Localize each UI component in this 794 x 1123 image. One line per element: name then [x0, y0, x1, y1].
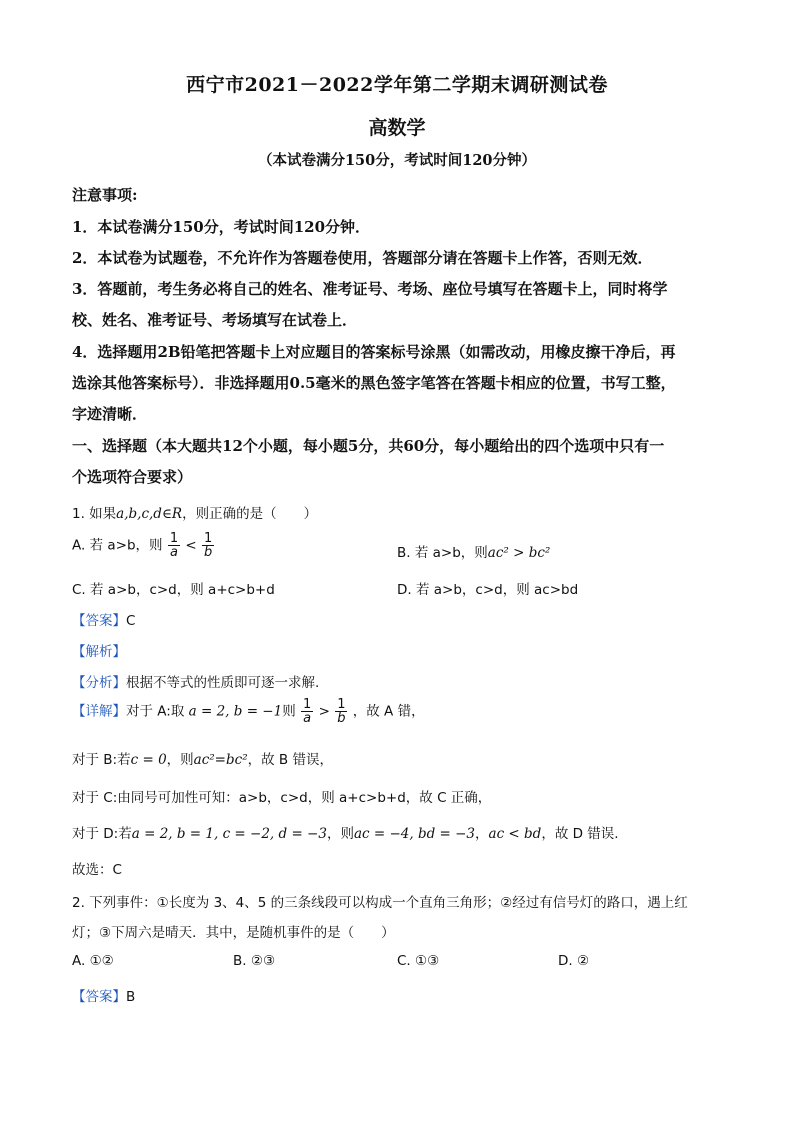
q1-option-c: C. 若 a>b，c>d，则 a+c>b+d: [72, 582, 275, 598]
q1-conclusion: 故选：C: [72, 862, 122, 878]
q1-stem: 1. 如果a,b,c,d∈R，则正确的是（ ）: [72, 506, 318, 522]
q2-option-d: D. ②: [558, 953, 590, 969]
q2-option-c: C. ①③: [397, 953, 440, 969]
q1-answer: 【答案】C: [72, 613, 136, 629]
fraction: $\frac{1}{b}$: [337, 697, 346, 726]
notice-1: 1．本试卷满分150分，考试时间120分钟．: [72, 218, 371, 236]
q1-detail-a: 【详解】对于 A:取 a = 2, b = −1则 $\frac{1}{a}$ > $\frac{1}{b}$ ，故 A 错，: [72, 697, 425, 726]
fraction: $\frac{1}{b}$: [204, 531, 213, 560]
q1-option-b: B. 若 a>b，则ac² > bc²: [397, 545, 551, 561]
fraction: $\frac{1}{a}$: [169, 531, 179, 560]
q1-analysis-tag: 【解析】: [72, 644, 126, 660]
q2-option-b: B. ②③: [233, 953, 276, 969]
exam-title: 西宁市2021－2022学年第二学期末调研测试卷: [186, 74, 608, 96]
fraction: $\frac{1}{a}$: [303, 697, 312, 726]
q2-stem-2: 灯；③下周六是晴天．其中，是随机事件的是（ ）: [72, 925, 395, 941]
section-heading-2: 个选项符合要求）: [72, 468, 193, 486]
notice-4a: 4．选择题用2B铅笔把答题卡上对应题目的答案标号涂黑（如需改动，用橡皮擦干净后，再: [72, 343, 676, 361]
notice-4b: 选涂其他答案标号）．非选择题用0.5毫米的黑色签字笔答在答题卡相应的位置，书写工整，: [72, 374, 676, 392]
notice-2: 2．本试卷为试题卷，不允许作为答题卷使用，答题部分请在答题卡上作答，否则无效．: [72, 249, 653, 267]
notice-3b: 校、姓名、准考证号、考场填写在试卷上．: [72, 311, 358, 329]
notice-4c: 字迹清晰．: [72, 405, 148, 423]
section-heading-1: 一、选择题（本大题共12个小题，每小题5分，共60分，每小题给出的四个选项中只有一: [72, 437, 665, 455]
q1-detail-c: 对于 C:由同号可加性可知：a>b，c>d，则 a+c>b+d，故 C 正确，: [72, 790, 492, 806]
exam-note: （本试卷满分150分，考试时间120分钟）: [257, 152, 537, 169]
q2-answer: 【答案】B: [72, 989, 136, 1005]
q1-detail-b: 对于 B:若c = 0，则ac²=bc²，故 B 错误，: [72, 752, 333, 768]
q1-fenxi: 【分析】根据不等式的性质即可逐一求解.: [72, 675, 320, 691]
q2-stem-1: 2. 下列事件：①长度为 3、4、5 的三条线段可以构成一个直角三角形；②经过有信号灯的路口，遇上红: [72, 895, 688, 911]
notice-3a: 3．答题前，考生务必将自己的姓名、准考证号、考场、座位号填写在答题卡上，同时将学: [72, 280, 668, 298]
q2-option-a: A. ①②: [72, 953, 114, 969]
notice-heading: 注意事项:: [72, 186, 138, 204]
exam-subject: 高数学: [368, 117, 426, 139]
q1-detail-d: 对于 D:若a = 2, b = 1, c = −2, d = −3，则ac = −4, bd = −3，ac < bd，故 D 错误.: [72, 826, 619, 842]
q1-option-d: D. 若 a>b，c>d，则 ac>bd: [397, 582, 579, 598]
q1-option-a: A. 若 a>b，则 $\frac{1}{a}$ < $\frac{1}{b}$: [72, 531, 213, 560]
